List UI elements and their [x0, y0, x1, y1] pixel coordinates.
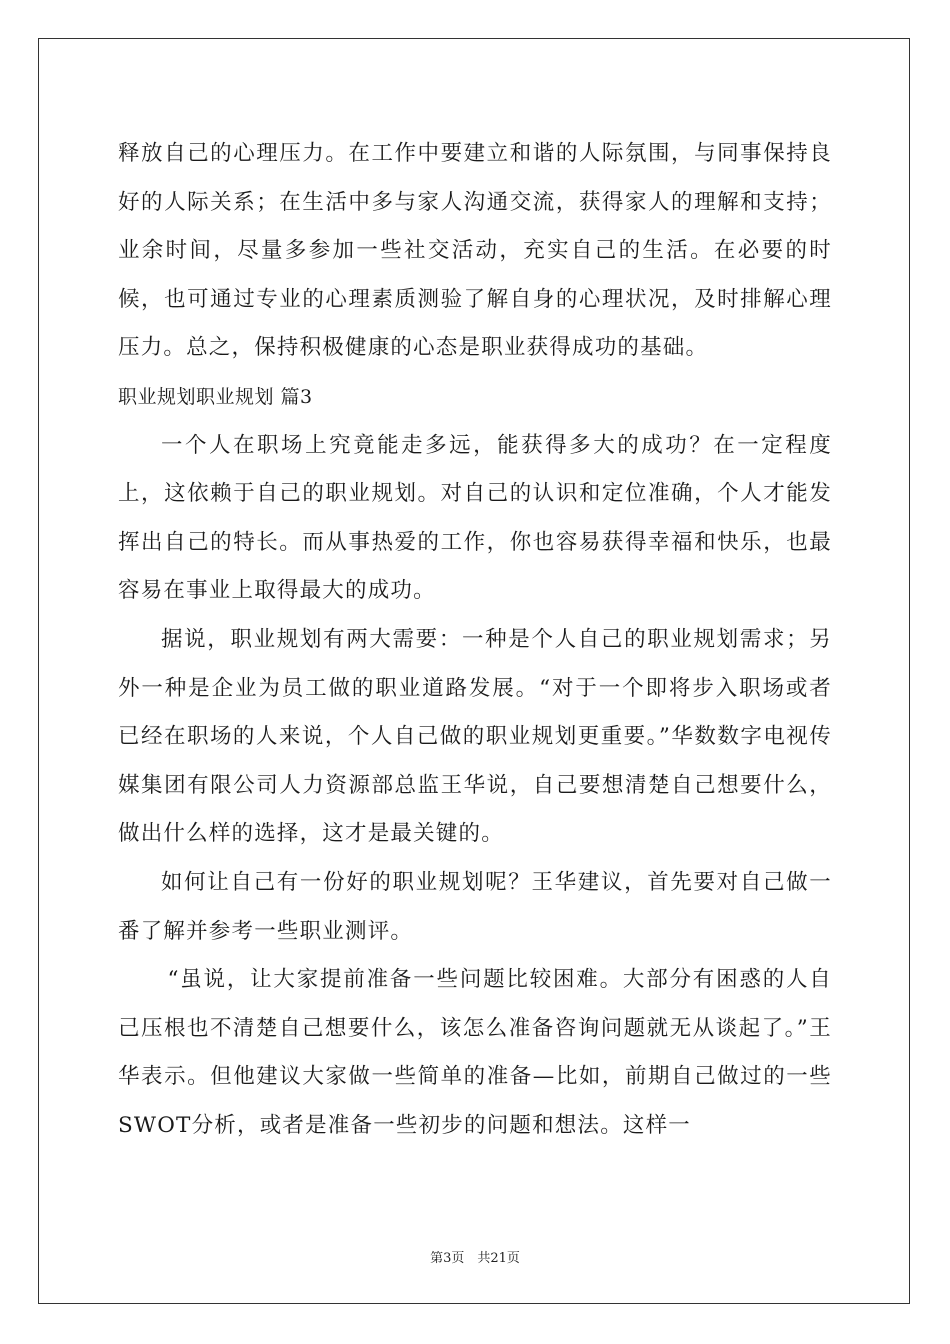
paragraph-2: 一个人在职场上究竟能走多远，能获得多大的成功？在一定程度上，这依赖于自己的职业规划。对自己的认识和定位准确，个人才能发挥出自己的特长。而从事热爱的工作，你也容易获得幸福和快乐，也最容易在事业上取得最大的成功。	[118, 432, 832, 604]
document-body	[118, 130, 832, 1150]
paragraph-5: “虽说，让大家提前准备一些问题比较困难。大部分有困惑的人自己压根也不清楚自己想要什么，该怎么准备咨询问题就无从谈起了。”王华表示。但他建议大家做一些简单的准备—比如，前期自己做过的一些SWOT分析，或者是准备一些初步的问题和想法。这样一	[118, 967, 832, 1138]
paragraph-4: 如何让自己有一份好的职业规划呢？王华建议，首先要对自己做一番了解并参考一些职业测评。	[118, 869, 832, 944]
paragraph-1: 释放自己的心理压力。在工作中要建立和谐的人际氛围，与同事保持良好的人际关系；在生活中多与家人沟通交流，获得家人的理解和支持；业余时间，尽量多参加一些社交活动，充实自己的生活。在必要的时候，也可通过专业的心理素质测验了解自身的心理状况，及时排解心理压力。总之，保持积极健康的心态是职业获得成功的基础。	[118, 141, 832, 361]
paragraph-3: 据说，职业规划有两大需要：一种是个人自己的职业规划需求；另外一种是企业为员工做的职业道路发展。“对于一个即将步入职场或者已经在职场的人来说，个人自己做的职业规划更重要。”华数数字电视传媒集团有限公司人力资源部总监王华说，自己要想清楚自己想要什么，做出什么样的选择，这才是最关键的。	[118, 626, 832, 847]
page-number-footer: 第3页 共21页	[430, 1251, 520, 1266]
section-heading: 职业规划职业规划 篇3	[118, 385, 313, 408]
